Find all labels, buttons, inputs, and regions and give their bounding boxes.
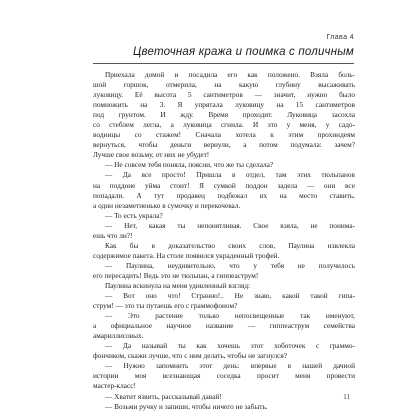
text-line: луковицу. Её высота 5 сантиметров — значит, нужно было — [93, 90, 355, 100]
text-line: мастер-класс! — [93, 381, 136, 391]
text-line: со стеблем легла, а луковица сгнила. И это у меня, у садо- — [93, 120, 355, 130]
text-line: Как бы в доказательство своих слов, Паулина извлекла — [105, 240, 355, 250]
text-line: — Да все просто! Пришла в отдел, там этих тюльпанов — [105, 170, 355, 180]
text-line: шой горшок, отмерила, на какую глубину высаживать — [93, 80, 355, 90]
text-line: — Вот оно что! Странно!.. Не знаю, какой такой гипа- — [105, 291, 355, 301]
text-line: — То есть украла? — [105, 210, 163, 220]
text-line: фончиком, скажи лучше, что с ним делать, чтобы не загнулся? — [93, 351, 287, 361]
text-line: вернуться, чтобы деньги вернули, а потом подумала: зачем? — [93, 140, 355, 150]
text-line: его пересадить! Ведь это не тюльпан, а гиппеаструм! — [93, 270, 259, 280]
text-line: — Паулина, неудивительно, что у тебя не получилось — [105, 260, 355, 270]
text-line: — Это растение только непосвещенные так именуют, — [105, 311, 355, 321]
text-line: Приехала домой и посадила его как положено. Взяла боль- — [105, 70, 355, 79]
chapter-title: Цветочная кража и поимка с поличным — [133, 46, 354, 58]
text-line: амариллисовых. — [93, 331, 144, 341]
text-line: — Нет, какая ты непонятливая. Свое взяла, не понима- — [105, 220, 355, 230]
text-line: — Да называй ты как хочешь этот хоботочек с граммо- — [105, 341, 355, 351]
text-line: — Не совсем тебя поняла, поясни, что же ты сделала? — [105, 160, 274, 170]
text-line: — Возьми ручку и запиши, чтобы ничего не забыть. — [105, 401, 268, 411]
body-text — [93, 70, 355, 412]
text-line: струм! — это ты путаешь его с граммофоном? — [93, 301, 238, 311]
chapter-number: Глава 4 — [326, 34, 354, 41]
text-line: истории моя всезнающая соседка просит меня провести — [93, 371, 355, 381]
text-line: на поддоне уйма стоит! Я сумкой поддон задела — они все — [93, 180, 355, 190]
header-divider — [93, 63, 354, 64]
text-line: содержимое пакета. На столе появился украденный трофей. — [93, 250, 280, 260]
text-line: — Нужно запомнить этот день: впервые в нашей дачной — [105, 361, 355, 371]
chapter-header — [54, 33, 354, 59]
text-line: помножить на 3. Я упрятала луковицу на 15 сантиметров — [93, 100, 355, 110]
text-line: под грунтом. И жду. Время проходит. Луковица засохла — [93, 110, 355, 120]
text-line: Лучше свое возьму, от них не убудет! — [93, 150, 210, 160]
text-line: а официальное научное название — гиппеаструм семейства — [93, 321, 355, 331]
page-number: 11 — [343, 393, 350, 401]
text-line: водницы со стажем! Сначала хотела к этим прохиндеям — [93, 130, 355, 140]
text-line: — Хватит язвить, рассказывай давай! — [105, 391, 222, 401]
text-line: Паулина вскинула на меня удивленный взгляд: — [105, 280, 251, 290]
text-line: а один незаметненько в сумочку и перекочевал. — [93, 200, 241, 210]
text-line: попадали. А тут продавец подбежал их на место ставить, — [93, 190, 355, 200]
text-line: ешь что ли?! — [93, 230, 133, 240]
